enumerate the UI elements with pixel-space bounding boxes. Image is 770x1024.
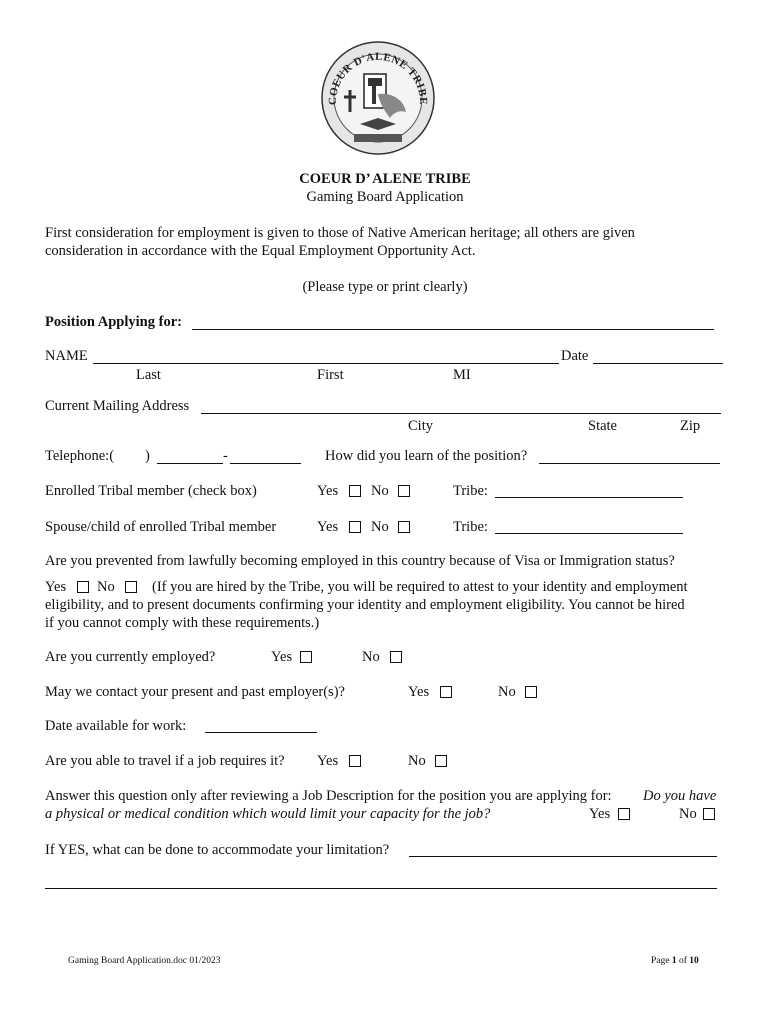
spouse-tribe-label: Tribe:	[453, 519, 488, 535]
tribe-seal-logo	[320, 40, 436, 156]
intro-line-2: consideration in accordance with the Equal Employment Opportunity Act.	[45, 243, 476, 259]
contact-yes-checkbox[interactable]	[440, 686, 452, 698]
name-sub-last: Last	[136, 367, 161, 383]
footer-page-current: 1	[671, 956, 677, 966]
travel-yes-checkbox[interactable]	[349, 755, 361, 767]
seal-text: COEUR D'ALENE TRIBE	[326, 50, 430, 106]
visa-yes-label: Yes	[45, 579, 67, 595]
enrolled-yes-checkbox[interactable]	[349, 485, 361, 497]
learn-position-field[interactable]	[539, 463, 720, 464]
telephone-close-paren: )	[145, 448, 150, 464]
travel-no-label: No	[408, 753, 426, 769]
visa-note-line-3: if you cannot comply with these requirements.)	[45, 615, 320, 631]
medical-yes-checkbox[interactable]	[618, 808, 630, 820]
enrolled-tribe-label: Tribe:	[453, 483, 488, 499]
travel-no-checkbox[interactable]	[435, 755, 447, 767]
visa-yes-checkbox[interactable]	[77, 581, 89, 593]
intro-line-1: First consideration for employment is given to those of Native American heritage; all others are given	[45, 225, 635, 241]
footer-page-number	[651, 956, 699, 966]
medical-question-end: a physical or medical condition which would limit your capacity for the job?	[45, 806, 491, 822]
name-sub-first: First	[317, 367, 344, 383]
telephone-number-field[interactable]	[230, 463, 301, 464]
address-field[interactable]	[201, 413, 721, 414]
name-field[interactable]	[93, 363, 559, 364]
spouse-no-checkbox[interactable]	[398, 521, 410, 533]
footer-document-name: Gaming Board Application.doc 01/2023	[68, 956, 221, 966]
employed-yes-checkbox[interactable]	[300, 651, 312, 663]
position-field[interactable]	[192, 329, 714, 330]
contact-yes-label: Yes	[408, 684, 430, 700]
spouse-yes-label: Yes	[317, 519, 339, 535]
date-available-field[interactable]	[205, 732, 317, 733]
learn-position-label: How did you learn of the position?	[325, 448, 528, 464]
visa-note-line-2: eligibility, and to present documents confirming your identity and employment eligibility. You cannot be hired	[45, 597, 685, 613]
spouse-yes-checkbox[interactable]	[349, 521, 361, 533]
contact-employer-question: May we contact your present and past employer(s)?	[45, 684, 345, 700]
footer-page-total: 10	[689, 956, 699, 966]
address-sub-zip: Zip	[680, 418, 701, 434]
enrolled-tribe-field[interactable]	[495, 497, 683, 498]
enrolled-yes-label: Yes	[317, 483, 339, 499]
visa-no-checkbox[interactable]	[125, 581, 137, 593]
medical-yes-label: Yes	[589, 806, 611, 822]
travel-question: Are you able to travel if a job requires it?	[45, 753, 285, 769]
employed-yes-label: Yes	[271, 649, 293, 665]
visa-no-label: No	[97, 579, 115, 595]
employed-no-checkbox[interactable]	[390, 651, 402, 663]
address-sub-state: State	[588, 418, 617, 434]
date-label: Date	[561, 348, 589, 364]
page-subtitle: Gaming Board Application	[306, 189, 464, 205]
date-field[interactable]	[593, 363, 723, 364]
footer-page-prefix: Page	[651, 956, 670, 966]
telephone-prefix-field[interactable]	[157, 463, 223, 464]
position-label: Position Applying for:	[45, 314, 182, 330]
employed-no-label: No	[362, 649, 380, 665]
medical-no-checkbox[interactable]	[703, 808, 715, 820]
accommodation-field-continued[interactable]	[45, 888, 717, 889]
medical-no-label: No	[679, 806, 697, 822]
footer-page-of: of	[678, 956, 687, 966]
visa-question: Are you prevented from lawfully becoming employed in this country because of Visa or Immigration status?	[45, 553, 675, 569]
spouse-label: Spouse/child of enrolled Tribal member	[45, 519, 277, 535]
page-title: COEUR D’ ALENE TRIBE	[299, 171, 471, 187]
telephone-dash: -	[223, 448, 228, 464]
travel-yes-label: Yes	[317, 753, 339, 769]
medical-question-start: Do you have	[643, 788, 717, 804]
name-sub-mi: MI	[453, 367, 471, 383]
print-instruction: (Please type or print clearly)	[302, 279, 468, 295]
accommodation-label: If YES, what can be done to accommodate your limitation?	[45, 842, 390, 858]
employed-question: Are you currently employed?	[45, 649, 216, 665]
address-sub-city: City	[408, 418, 433, 434]
medical-question-intro: Answer this question only after reviewing a Job Description for the position you are applying for:	[45, 788, 612, 804]
contact-no-label: No	[498, 684, 516, 700]
telephone-label: Telephone:(	[45, 448, 115, 464]
enrolled-no-checkbox[interactable]	[398, 485, 410, 497]
spouse-no-label: No	[371, 519, 389, 535]
enrolled-no-label: No	[371, 483, 389, 499]
name-label: NAME	[45, 348, 88, 364]
address-label: Current Mailing Address	[45, 398, 190, 414]
date-available-label: Date available for work:	[45, 718, 187, 734]
accommodation-field[interactable]	[409, 856, 717, 857]
contact-no-checkbox[interactable]	[525, 686, 537, 698]
visa-note-line-1: (If you are hired by the Tribe, you will be required to attest to your identity and employment	[152, 579, 688, 595]
enrolled-label: Enrolled Tribal member (check box)	[45, 483, 257, 499]
spouse-tribe-field[interactable]	[495, 533, 683, 534]
